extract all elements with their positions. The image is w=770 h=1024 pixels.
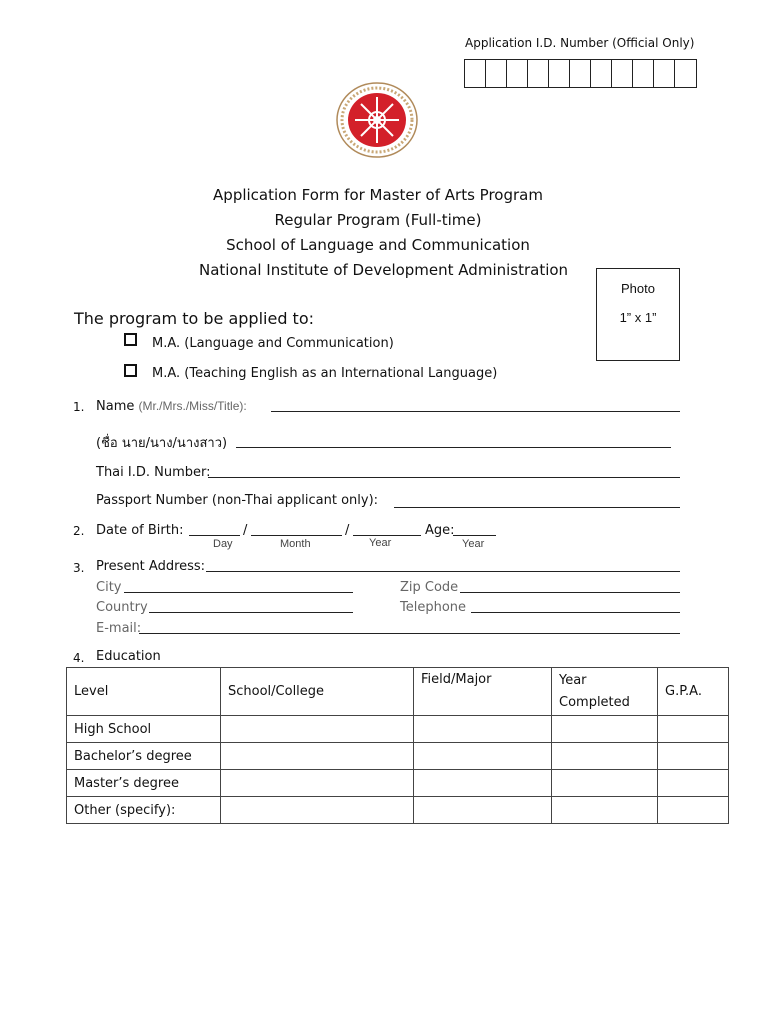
header-year: Year [559, 672, 587, 688]
name-label-text: Name [96, 399, 135, 414]
dob-day-field[interactable] [189, 535, 240, 536]
thai-name-field[interactable] [236, 447, 671, 448]
table-row [67, 770, 729, 797]
name-label [96, 399, 247, 414]
zip-label: Zip Code [400, 580, 459, 595]
address-label: Present Address: [96, 559, 206, 574]
telephone-field[interactable] [471, 612, 680, 613]
zip-field[interactable] [460, 592, 680, 593]
school-cell[interactable] [221, 743, 414, 770]
dob-month-field[interactable] [251, 535, 342, 536]
thai-name-label: (ชื่อ นาย/นาง/นางสาว) [96, 436, 228, 451]
program-checkbox-lc[interactable] [124, 333, 137, 346]
passport-field[interactable] [394, 507, 680, 508]
year-cell[interactable] [552, 770, 658, 797]
thai-id-field[interactable] [208, 477, 680, 478]
id-digit-box[interactable] [675, 60, 696, 87]
age-field[interactable] [453, 535, 496, 536]
field-cell[interactable] [414, 743, 552, 770]
program-option-tefl: M.A. (Teaching English as an International Language) [152, 366, 498, 381]
application-id-boxes[interactable] [464, 59, 697, 88]
header-school: School/College [221, 668, 414, 716]
address-field[interactable] [206, 571, 680, 572]
dob-day-caption: Day [213, 538, 233, 550]
thai-id-label: Thai I.D. Number: [96, 465, 211, 480]
table-row [67, 716, 729, 743]
id-digit-box[interactable] [549, 60, 570, 87]
education-table [66, 667, 729, 824]
form-title: Application Form for Master of Arts Program [213, 186, 543, 204]
city-label: City [96, 580, 122, 595]
field-cell[interactable] [414, 797, 552, 824]
header-completed: Completed [559, 694, 630, 710]
section-number-3: 3. [73, 561, 85, 575]
school-cell[interactable] [221, 716, 414, 743]
institution-seal-logo [335, 81, 419, 159]
institute-title: National Institute of Development Administration [199, 261, 569, 279]
dob-slash: / [345, 523, 350, 538]
gpa-cell[interactable] [658, 770, 729, 797]
id-digit-box[interactable] [465, 60, 486, 87]
age-label: Age: [425, 523, 455, 538]
header-year-completed [552, 668, 658, 716]
photo-size-label: 1” x 1” [619, 310, 657, 325]
education-label: Education [96, 649, 161, 664]
dob-label: Date of Birth: [96, 523, 184, 538]
city-field[interactable] [124, 592, 353, 593]
id-digit-box[interactable] [612, 60, 633, 87]
year-cell[interactable] [552, 716, 658, 743]
photo-box[interactable] [596, 268, 680, 361]
dob-year-caption: Year [369, 537, 392, 549]
email-field[interactable] [139, 633, 680, 634]
program-type-title: Regular Program (Full-time) [274, 211, 482, 229]
section-number-1: 1. [73, 400, 85, 414]
row-level-high-school: High School [67, 716, 221, 743]
dob-slash: / [243, 523, 248, 538]
name-title-hint: (Mr./Mrs./Miss/Title): [138, 399, 247, 413]
field-cell[interactable] [414, 716, 552, 743]
row-level-bachelor: Bachelor’s degree [67, 743, 221, 770]
program-heading: The program to be applied to: [74, 309, 315, 328]
country-field[interactable] [149, 612, 353, 613]
application-id-label: Application I.D. Number (Official Only) [465, 36, 695, 50]
country-label: Country [96, 600, 148, 615]
school-cell[interactable] [221, 797, 414, 824]
telephone-label: Telephone [400, 600, 467, 615]
id-digit-box[interactable] [507, 60, 528, 87]
section-number-4: 4. [73, 651, 85, 665]
header-level: Level [67, 668, 221, 716]
name-field[interactable] [271, 411, 680, 412]
section-number-2: 2. [73, 524, 85, 538]
gpa-cell[interactable] [658, 743, 729, 770]
dob-month-caption: Month [280, 538, 311, 550]
id-digit-box[interactable] [633, 60, 654, 87]
school-cell[interactable] [221, 770, 414, 797]
table-header-row [67, 668, 729, 716]
gpa-cell[interactable] [658, 797, 729, 824]
age-year-caption: Year [462, 538, 485, 550]
row-level-other: Other (specify): [67, 797, 221, 824]
table-row [67, 797, 729, 824]
id-digit-box[interactable] [654, 60, 675, 87]
photo-label: Photo [621, 281, 655, 296]
passport-label: Passport Number (non-Thai applicant only): [96, 493, 379, 508]
program-option-lc: M.A. (Language and Communication) [152, 336, 394, 351]
year-cell[interactable] [552, 797, 658, 824]
school-title: School of Language and Communication [226, 236, 530, 254]
id-digit-box[interactable] [528, 60, 549, 87]
id-digit-box[interactable] [486, 60, 507, 87]
header-field: Field/Major [414, 668, 552, 716]
row-level-master: Master’s degree [67, 770, 221, 797]
id-digit-box[interactable] [570, 60, 591, 87]
header-gpa: G.P.A. [658, 668, 729, 716]
id-digit-box[interactable] [591, 60, 612, 87]
email-label: E-mail: [96, 621, 142, 636]
field-cell[interactable] [414, 770, 552, 797]
program-checkbox-tefl[interactable] [124, 364, 137, 377]
dob-year-field[interactable] [353, 535, 421, 536]
table-row [67, 743, 729, 770]
gpa-cell[interactable] [658, 716, 729, 743]
year-cell[interactable] [552, 743, 658, 770]
